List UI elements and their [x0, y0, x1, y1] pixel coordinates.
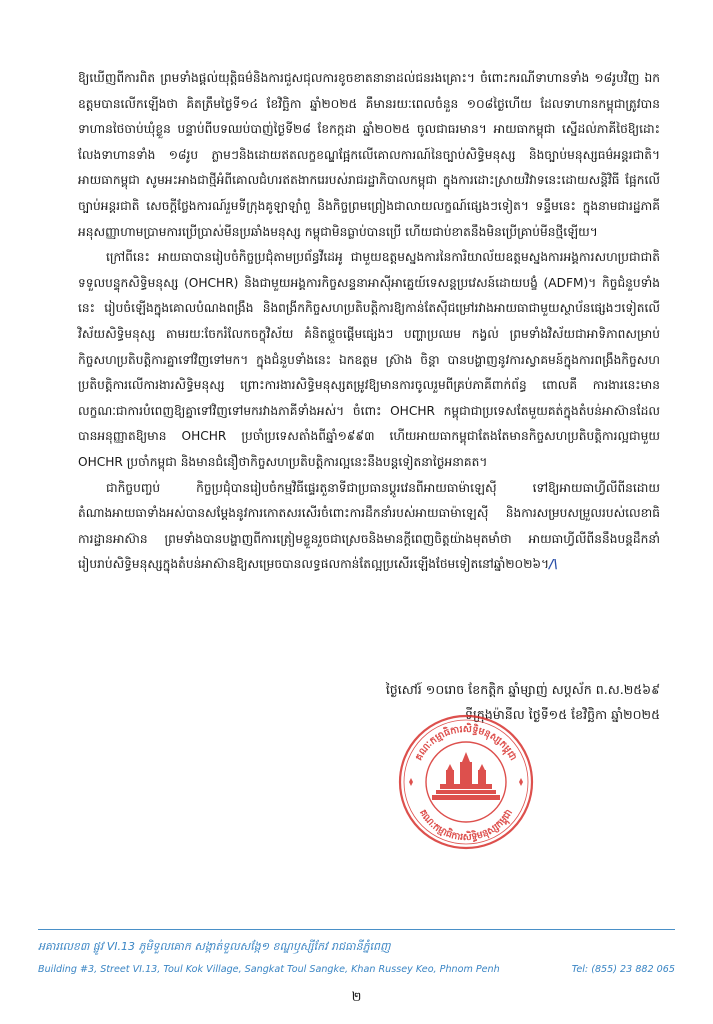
paragraph-2: ក្រៅពីនេះ អាយធាបានរៀបចំកិច្ចប្រជុំតាមប្រព័ន្ធវីដេអូ ជាមួយឧត្តមស្នងការនៃការិយាល័យឧត្តមស្នងការអង្គការសហប្រជាជាតិទទួលបន្ទុកសិទ្ធិមនុស្ស (OHCHR) និងជាមួយអង្គការកិច្ចសន្ទនាអាស៊ីអាគ្នេយ៍ទេសន្តប្រវេសន៍ដោយបង្ខំ (ADFM)។ កិច្ចជំនួបទាំងនេះ រៀបចំឡើងក្នុងគោលបំណងពង្រឹង និងពង្រីកកិច្ចសហប្រតិបត្តិការឱ្យកាន់តែស៊ីជម្រៅរវាងអាយធាជាមួយស្ថាប័នផ្សេងៗទៀតលើវិស័យសិទ្ធិមនុស្ស តាមរយៈចែករំលែកចក្ខុវិស័យ គំនិតផ្តួចផ្តើមផ្សេងៗ បញ្ហាប្រឈម កង្វល់ ព្រមទាំងវិស័យជាអាទិភាពសម្រាប់កិច្ចសហប្រតិបត្តិការគ្នាទៅវិញទៅមក។ ក្នុងជំនួបទាំងនេះ ឯកឧត្តម ស្រ៊ាង ចិន្តា បានបង្ហាញនូវការស្វាគមន៍ក្នុងការពង្រឹងកិច្ចសហប្រតិបត្តិការលើការងារសិទ្ធិមនុស្ស ព្រោះការងារសិទ្ធិមនុស្សតម្រូវឱ្យមានការចូលរួមពីគ្រប់ភាគីពាក់ព័ន្ធ ពោលគឺ ការងារនេះមានលក្ខណៈជាការបំពេញឱ្យគ្នាទៅវិញទៅមករវាងភាគីទាំងអស់។ ចំពោះ OHCHR កម្ពុជាជាប្រទេសតែមួយគត់ក្នុងតំបន់អាស៊ានដែលបានអនុញ្ញាតឱ្យមាន OHCHR ប្រចាំប្រទេសតាំងពីឆ្នាំ១៩៩៣ ហើយអាយធាកម្ពុជាតែងតែមានកិច្ចសហប្រតិបត្តិការល្អជាមួយ OHCHR ប្រចាំកម្ពុជា និងមានជំនឿថាកិច្ចសហប្រតិបត្តិការល្អនេះនឹងបន្តទៀតនាថ្ងៃអនាគត។: [78, 250, 660, 469]
page-number: ២: [351, 990, 362, 1005]
seal-temple-emblem: [432, 752, 500, 800]
lunar-date: ថ្ងៃសៅរ៍ ១០រោច ខែកត្តិក ឆ្នាំម្សាញ់ សប្តស័ក ព.ស.២៥៦៩: [385, 682, 660, 697]
closing-mark: /\: [549, 557, 558, 572]
paragraph-1: ឱ្យឃើញពីការពិត ព្រមទាំងផ្តល់យុត្តិធម៌និងការជួសជុលការខូចខាតនានាដល់ជនរងគ្រោះ។ ចំពោះករណីទាហានទាំង ១៨រូបវិញ ឯកឧត្តមបានលើកឡើងថា គិតត្រឹមថ្ងៃទី១៤ ខែវិច្ឆិកា ឆ្នាំ២០២៥ គឺមានរយៈពេលចំនួន ១០៨ថ្ងៃហើយ ដែលទាហានកម្ពុជាត្រូវបានទាហានថៃចាប់ឃុំខ្លួន បន្ទាប់ពីបទឈប់បាញ់ថ្ងៃទី២៨ ខែកក្កដា ឆ្នាំ២០២៥ ចូលជាធរមាន។ អាយធាកម្ពុជា ស្នើដល់ភាគីថៃឱ្យដោះលែងទាហានទាំង ១៨រូប ភ្លាមៗនិងដោយឥតលក្ខខណ្ឌផ្អែកលើគោលការណ៍នៃច្បាប់សិទ្ធិមនុស្ស និងច្បាប់មនុស្សធម៌អន្តរជាតិ។ អាយធាកម្ពុជា សូមអះអាងជាថ្មីអំពីគោលជំហរឥតងាករេរបស់រាជរដ្ឋាភិបាលកម្ពុជា ក្នុងការដោះស្រាយវិវាទនេះដោយសន្តិវិធី ផ្អែកលើច្បាប់អន្តរជាតិ សេចក្តីថ្លែងការណ៍រួមទីក្រុងគូឡាឡាំពួ និងកិច្ចព្រមព្រៀងជាលាយលក្ខណ៍ផ្សេងៗទៀត។ ទន្ទឹមនេះ ក្នុងនាមជារដ្ឋភាគីអនុសញ្ញាហាមប្រាមការប្រើប្រាស់មីនប្រឆាំងមនុស្ស កម្ពុជាមិនធ្លាប់បានប្រើ ហើយជាប់ខាតនឹងមិនប្រើគ្រាប់មីនថ្មីឡើយ។: [78, 71, 660, 239]
footer-address-khmer: អគារលេខ៣ ផ្លូវ VI.13 ភូមិទួលគោក សង្កាត់ទួលសង្កែ១ ខណ្ឌឫស្សីកែវ រាជធានីភ្នំពេញ: [38, 940, 391, 953]
footer-address-english: Building #3, Street VI.13, Toul Kok Village, Sangkat Toul Sangke, Khan Russey Keo, Phnom Penh: [38, 964, 500, 975]
seal-star-left: [409, 778, 413, 786]
solar-date: ទីក្រុងម៉ានីល ថ្ងៃទី១៥ ខែវិច្ឆិកា ឆ្នាំ២០២៥: [464, 707, 660, 722]
footer-phone: Tel: (855) 23 882 065: [571, 964, 675, 975]
body-text: [78, 66, 660, 578]
seal-bottom-text: គណៈកម្មាធិការសិទ្ធិមនុស្សកម្ពុជា: [417, 807, 515, 844]
seal-top-text: គណៈកម្មាធិការសិទ្ធិមនុស្សកម្ពុជា: [413, 723, 519, 763]
paragraph-3-text: ជាកិច្ចបញ្ចប់ កិច្ចប្រជុំបានរៀបចំកម្មវិធីផ្ទេរតួនាទីជាប្រធានប្តូរវេនពីអាយធាម៉ាឡេស៊ី ទៅឱ្យអាយធាហ្វីលីពីនដោយតំណាងអាយធាទាំងអស់បានសម្តែងនូវការកោតសរសើរចំពោះការដឹកនាំរបស់អាយធាម៉ាឡេស៊ី និងការសម្របសម្រួលរបស់លេខាធិការដ្ឋានអាស៊ាន ព្រមទាំងបានបង្ហាញពីការត្រៀមខ្លួនរួចជាស្រេចនិងមានក្តីពេញចិត្តយ៉ាងមុតមាំថា អាយធាហ្វីលីពីននឹងបន្តដឹកនាំរៀបរាប់សិទ្ធិមនុស្សក្នុងតំបន់អាស៊ានឱ្យសម្រេចបានលទ្ធផលកាន់តែល្អប្រសើរឡើងថែមទៀតនៅឆ្នាំ២០២៦។: [78, 480, 660, 572]
paragraph-3: [78, 476, 660, 578]
footer-rule: [38, 929, 675, 930]
official-seal: [396, 712, 536, 852]
seal-star-right: [519, 778, 523, 786]
